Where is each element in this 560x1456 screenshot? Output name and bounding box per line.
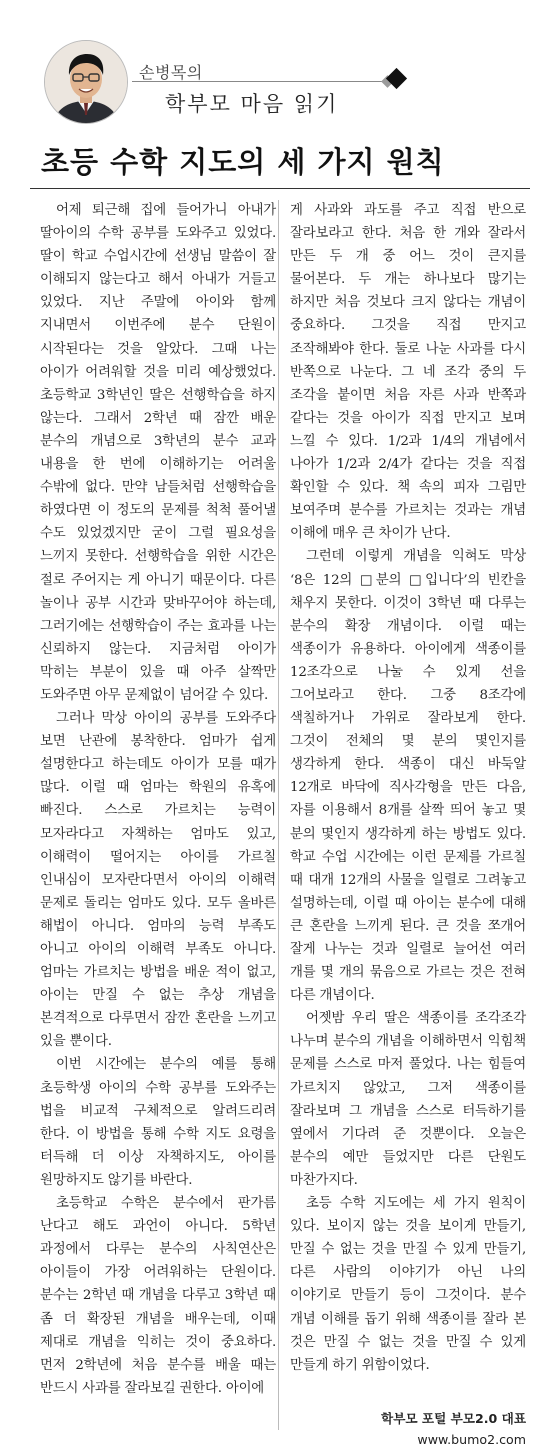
paragraph: 어젯밤 우리 딸은 색종이를 조각조각 나누며 분수의 개념을 이해하면서 익힘책 문제를 스스로 마저 풀었다. 나는 힘들여 가르치지 않았고, 그저 색종이를 잘라보며 그 개념을 스스로 터득하기를 옆에서 기다려 준 것뿐이다. 오늘은 분수의 예만 들었지만 다른 단원도 마찬가지다. [290, 1011, 526, 1188]
paragraph: 초등학교 수학은 분수에서 판가름 난다고 해도 과언이 아니다. 5학년 과정에서 다루는 분수의 사칙연산은 아이들이 가장 어려워하는 단원이다. 분수는 2학년 때 개념을 다루고 3학년 때 좀 더 확장된 개념을 배우는데, 이때 제대로 개념을 익히는 것이 중요하다. 먼저 2학년에 처음 분수를 배울 때는 반드시 사과를 잘라보길 권한다. 아이에 [40, 1196, 276, 1396]
article-column-left [40, 199, 276, 1400]
article-column-right [290, 199, 526, 1377]
author-name: 손병목의 [139, 63, 203, 82]
paragraph: 그런데 이렇게 개념을 익혀도 막상 ‘8은 12의 □분의 □입니다’의 빈칸을 채우지 못한다. 이것이 3학년 때 다루는 분수의 확장 개념이다. 이럴 때는 색종이가 유용하다. 아이에게 색종이를 12조각으로 나눌 수 있게 선을 그어보라고 한다. 그중 8조각에 색칠하거나 가위로 잘라보게 한다. 그것이 전체의 몇 분의 몇인지를 생각하게 한다. 색종이 대신 바둑알 12개로 바닥에 직사각형을 만든 다음, 자를 이용해서 8개를 살짝 띄어 놓고 몇 분의 몇인지 생각하게 하는 방법도 있다. 학교 수업 시간에는 이런 문제를 가르칠 때 대개 12개의 사물을 일렬로 그려놓고 설명하는데, 이럴 때 아이는 분수에 대해 큰 혼란을 느끼게 된다. 큰 것을 쪼개어 잘게 나누는 것과 일렬로 늘어선 여러 개를 몇 개의 묶음으로 가르는 것은 전혀 다른 개념이다. [290, 549, 526, 1004]
paragraph: 그러나 막상 아이의 공부를 도와주다 보면 난관에 봉착한다. 엄마가 쉽게 설명한다고 하는데도 아이가 모를 때가 많다. 이럴 때 엄마는 학원의 유혹에 빠진다. 스스로 가르치는 능력이 모자라다고 자책하는 엄마도 있고, 이해력이 떨어지는 아이를 가르칠 인내심이 모자란다면서 아이의 이해력 문제로 돌리는 엄마도 있다. 모두 올바른 해법이 아니다. 엄마의 능력 부족도 아니고 아이의 이해력 부족도 아니다. 엄마는 가르치는 방법을 배운 적이 없고, 아이는 만질 수 없는 추상 개념을 본격적으로 다루면서 잠깐 혼란을 느끼고 있을 뿐이다. [40, 711, 276, 1050]
article-title: 초등 수학 지도의 세 가지 원칙 [41, 145, 445, 179]
column-name: 학부모 마음 읽기 [165, 92, 339, 116]
paragraph: 게 사과와 과도를 주고 직접 반으로 잘라보라고 한다. 처음 한 개와 잘라서 만든 두 개 중 어느 것이 큰지를 물어본다. 두 개는 하나보다 많기는 하지만 처음 것보다 크지 않다는 개념이 중요하다. 그것을 직접 만지고 조작해봐야 한다. 둘로 나눈 사과를 다시 반쪽으로 나눈다. 그 네 조각 중의 두 조각을 붙이면 처음 자른 사과 반쪽과 같다는 것을 아이가 직접 만지고 보며 느낄 수 있다. 1/2과 1/4의 개념에서 나아가 1/2과 2/4가 같다는 것을 직접 확인할 수 있다. 책 속의 피자 그림만 보여주며 분수를 가르치는 것과는 개념 이해에 매우 큰 차이가 난다. [290, 203, 526, 542]
title-rule [30, 188, 530, 189]
author-portrait-icon [45, 41, 127, 123]
paragraph: 초등 수학 지도에는 세 가지 원칙이 있다. 보이지 않는 것을 보이게 만들기, 만질 수 없는 것을 만질 수 있게 만들기, 다른 사람의 이야기가 아닌 나의 이야기로 만들기 등이 그것이다. 분수 개념 이해를 돕기 위해 색종이를 잘라 본 것은 만질 수 없는 것을 만질 수 있게 만들게 하기 위함이었다. [290, 1196, 526, 1373]
paragraph: 어제 퇴근해 집에 들어가니 아내가 딸아이의 수학 공부를 도와주고 있었다. 딸이 학교 수업시간에 선생님 말씀이 잘 이해되지 않는다고 해서 아내가 거들고 있었다. 지난 주말에 아이와 함께 지내면서 이번주에 분수 단원이 시작된다는 것을 알았다. 그때 나는 아이가 어려워할 것을 미리 예상했었다. 초등학교 3학년인 딸은 선행학습을 하지 않는다. 그래서 2학년 때 잠깐 배운 분수의 개념으로 3학년의 분수 교과 내용을 한 번에 이해하기는 어려울 수밖에 없다. 만약 남들처럼 선행학습을 하였다면 이 정도의 문제를 척척 풀어낼 수도 있었겠지만 굳이 그럴 필요성을 느끼지 못한다. 선행학습을 위한 시간은 절로 주어지는 게 아니기 때문이다. 다른 놀이나 공부 시간과 맞바꾸어야 하는데, 그러기에는 선행학습이 주는 효과를 나는 신뢰하지 않는다. 지금처럼 아이가 막히는 부분이 있을 때 아주 살짝만 도와주면 아무 문제없이 넘어갈 수 있다. [40, 203, 276, 703]
author-photo [44, 40, 128, 124]
column-header [0, 0, 560, 132]
website-link[interactable]: www.bumo2.com [417, 1432, 526, 1447]
paragraph: 이번 시간에는 분수의 예를 통해 초등학생 아이의 수학 공부를 도와주는 법을 비교적 구체적으로 알려드리려 한다. 이 방법을 통해 수학 지도 요령을 터득해 더 이상 자책하지도, 아이를 원망하지도 않기를 바란다. [40, 1057, 276, 1188]
column-divider [278, 200, 279, 1430]
author-signature: 학부모 포털 부모2.0 대표 [381, 1411, 526, 1426]
